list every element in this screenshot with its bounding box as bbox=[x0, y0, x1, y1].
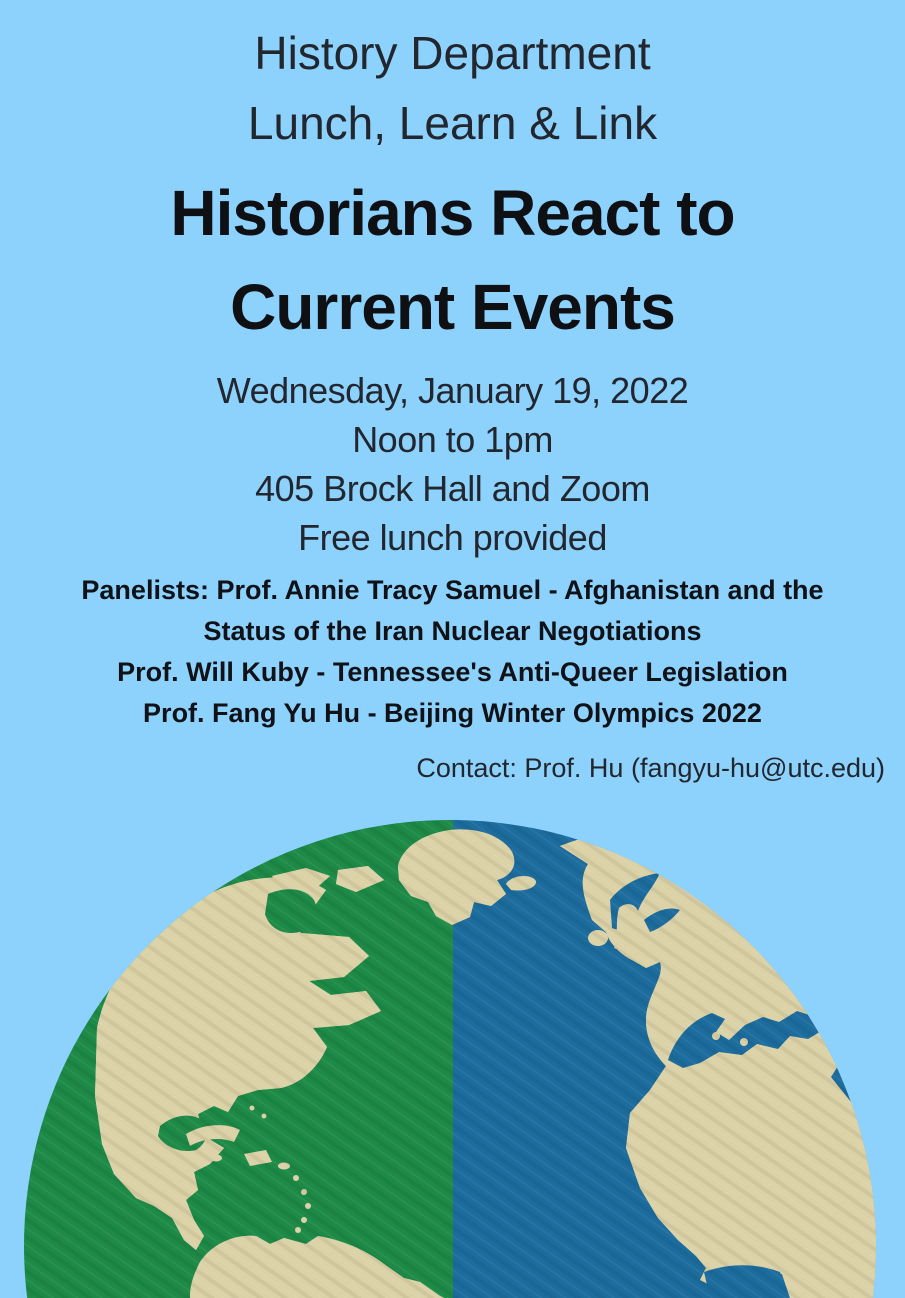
globe-texture-overlay bbox=[20, 814, 905, 1298]
event-time: Noon to 1pm bbox=[352, 419, 553, 460]
event-title-line-2: Current Events bbox=[230, 271, 675, 343]
panelists-line-4: Prof. Fang Yu Hu - Beijing Winter Olympics 2022 bbox=[143, 698, 762, 728]
panelists-block bbox=[0, 570, 905, 734]
event-title bbox=[0, 166, 905, 354]
event-title-line-1: Historians React to bbox=[170, 177, 735, 249]
event-date: Wednesday, January 19, 2022 bbox=[216, 370, 689, 411]
black-sea bbox=[826, 1013, 857, 1027]
department-header-line-1: History Department bbox=[254, 27, 651, 79]
department-header bbox=[0, 18, 905, 158]
event-lunch-note: Free lunch provided bbox=[298, 517, 607, 558]
panelists-line-2: Status of the Iran Nuclear Negotiations bbox=[203, 616, 702, 646]
event-details bbox=[0, 366, 905, 562]
panelists-line-3: Prof. Will Kuby - Tennessee's Anti-Queer Legislation bbox=[117, 657, 788, 687]
event-location: 405 Brock Hall and Zoom bbox=[255, 468, 650, 509]
department-header-line-2: Lunch, Learn & Link bbox=[247, 97, 658, 149]
flyer-page bbox=[0, 18, 905, 1298]
flyer-text bbox=[0, 18, 905, 786]
contact-line: Contact: Prof. Hu (fangyu-hu@utc.edu) bbox=[416, 753, 885, 783]
panelists-line-1: Panelists: Prof. Annie Tracy Samuel - Afghanistan and the bbox=[81, 575, 824, 605]
